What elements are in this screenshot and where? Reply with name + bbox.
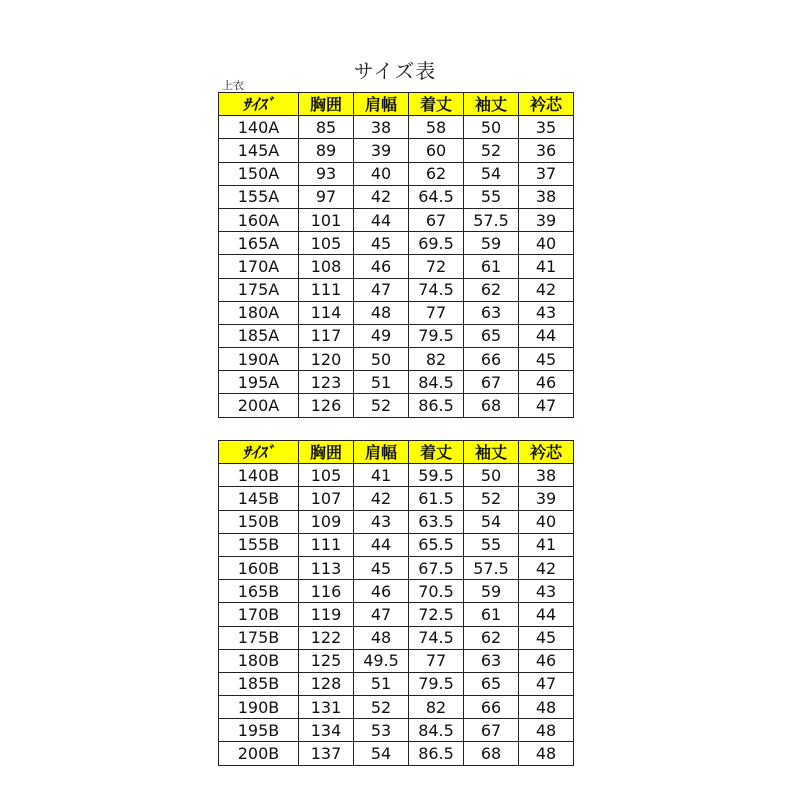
cell-size: 195B (219, 719, 299, 742)
cell-shoulder: 52 (354, 696, 409, 719)
cell-sleeve: 59 (464, 232, 519, 255)
cell-size: 190A (219, 348, 299, 371)
header-length: 着丈 (409, 441, 464, 464)
cell-length: 69.5 (409, 232, 464, 255)
cell-collar: 42 (519, 556, 574, 579)
cell-length: 86.5 (409, 394, 464, 417)
cell-length: 70.5 (409, 580, 464, 603)
cell-collar: 38 (519, 464, 574, 487)
cell-shoulder: 49.5 (354, 649, 409, 672)
cell-length: 67.5 (409, 556, 464, 579)
cell-shoulder: 46 (354, 255, 409, 278)
table-row (219, 162, 574, 185)
cell-sleeve: 50 (464, 116, 519, 139)
cell-shoulder: 52 (354, 394, 409, 417)
cell-collar: 45 (519, 626, 574, 649)
table-row (219, 556, 574, 579)
cell-size: 155B (219, 533, 299, 556)
cell-collar: 47 (519, 394, 574, 417)
cell-shoulder: 48 (354, 301, 409, 324)
header-sleeve: 袖丈 (464, 93, 519, 116)
cell-sleeve: 68 (464, 394, 519, 417)
cell-length: 82 (409, 696, 464, 719)
cell-size: 195A (219, 371, 299, 394)
cell-shoulder: 38 (354, 116, 409, 139)
header-shoulder: 肩幅 (354, 441, 409, 464)
cell-sleeve: 65 (464, 672, 519, 695)
cell-length: 77 (409, 301, 464, 324)
cell-length: 77 (409, 649, 464, 672)
cell-size: 150A (219, 162, 299, 185)
cell-shoulder: 48 (354, 626, 409, 649)
cell-shoulder: 54 (354, 742, 409, 765)
cell-collar: 46 (519, 649, 574, 672)
table-row (219, 232, 574, 255)
cell-size: 145A (219, 139, 299, 162)
table-row (219, 742, 574, 765)
cell-chest: 105 (299, 464, 354, 487)
table-row (219, 580, 574, 603)
cell-sleeve: 55 (464, 185, 519, 208)
cell-sleeve: 67 (464, 371, 519, 394)
cell-size: 160A (219, 208, 299, 231)
cell-size: 185B (219, 672, 299, 695)
cell-collar: 40 (519, 510, 574, 533)
cell-chest: 93 (299, 162, 354, 185)
table-body (219, 464, 574, 765)
cell-length: 60 (409, 139, 464, 162)
cell-size: 170A (219, 255, 299, 278)
cell-collar: 43 (519, 301, 574, 324)
cell-shoulder: 50 (354, 348, 409, 371)
cell-sleeve: 57.5 (464, 208, 519, 231)
cell-length: 63.5 (409, 510, 464, 533)
cell-length: 86.5 (409, 742, 464, 765)
cell-length: 74.5 (409, 626, 464, 649)
cell-size: 180B (219, 649, 299, 672)
cell-chest: 137 (299, 742, 354, 765)
table-row (219, 487, 574, 510)
cell-sleeve: 50 (464, 464, 519, 487)
cell-size: 160B (219, 556, 299, 579)
cell-sleeve: 52 (464, 487, 519, 510)
cell-collar: 40 (519, 232, 574, 255)
table-row (219, 185, 574, 208)
cell-length: 72.5 (409, 603, 464, 626)
cell-chest: 119 (299, 603, 354, 626)
cell-shoulder: 43 (354, 510, 409, 533)
cell-collar: 44 (519, 324, 574, 347)
cell-size: 165B (219, 580, 299, 603)
cell-size: 175A (219, 278, 299, 301)
cell-chest: 126 (299, 394, 354, 417)
header-collar: 衿芯 (519, 441, 574, 464)
cell-shoulder: 39 (354, 139, 409, 162)
cell-chest: 128 (299, 672, 354, 695)
cell-chest: 105 (299, 232, 354, 255)
cell-sleeve: 63 (464, 301, 519, 324)
cell-chest: 107 (299, 487, 354, 510)
table-row (219, 301, 574, 324)
cell-chest: 122 (299, 626, 354, 649)
cell-chest: 117 (299, 324, 354, 347)
cell-collar: 38 (519, 185, 574, 208)
cell-size: 165A (219, 232, 299, 255)
table-row (219, 533, 574, 556)
cell-collar: 48 (519, 719, 574, 742)
table-row (219, 324, 574, 347)
header-sleeve: 袖丈 (464, 441, 519, 464)
cell-chest: 85 (299, 116, 354, 139)
table-row (219, 672, 574, 695)
table-row (219, 603, 574, 626)
cell-shoulder: 45 (354, 556, 409, 579)
size-table-b (218, 440, 574, 766)
cell-shoulder: 42 (354, 185, 409, 208)
cell-collar: 41 (519, 255, 574, 278)
cell-shoulder: 51 (354, 672, 409, 695)
cell-length: 72 (409, 255, 464, 278)
cell-sleeve: 59 (464, 580, 519, 603)
cell-collar: 44 (519, 603, 574, 626)
cell-shoulder: 44 (354, 208, 409, 231)
cell-size: 155A (219, 185, 299, 208)
table-header-row (219, 93, 574, 116)
table-row (219, 394, 574, 417)
cell-shoulder: 47 (354, 278, 409, 301)
cell-length: 64.5 (409, 185, 464, 208)
header-size: ｻｲｽﾞ (219, 441, 299, 464)
size-table-a (218, 92, 574, 418)
table-row (219, 278, 574, 301)
cell-size: 170B (219, 603, 299, 626)
cell-collar: 48 (519, 696, 574, 719)
cell-collar: 45 (519, 348, 574, 371)
cell-collar: 35 (519, 116, 574, 139)
header-size: ｻｲｽﾞ (219, 93, 299, 116)
cell-sleeve: 54 (464, 510, 519, 533)
cell-sleeve: 66 (464, 696, 519, 719)
cell-sleeve: 65 (464, 324, 519, 347)
cell-collar: 37 (519, 162, 574, 185)
table-row (219, 626, 574, 649)
cell-shoulder: 45 (354, 232, 409, 255)
cell-size: 190B (219, 696, 299, 719)
cell-size: 145B (219, 487, 299, 510)
cell-collar: 46 (519, 371, 574, 394)
cell-size: 175B (219, 626, 299, 649)
table-row (219, 139, 574, 162)
cell-length: 74.5 (409, 278, 464, 301)
cell-collar: 36 (519, 139, 574, 162)
section-label: 上衣 (222, 79, 244, 92)
cell-length: 84.5 (409, 371, 464, 394)
cell-collar: 48 (519, 742, 574, 765)
cell-collar: 42 (519, 278, 574, 301)
cell-length: 65.5 (409, 533, 464, 556)
cell-collar: 39 (519, 487, 574, 510)
cell-sleeve: 62 (464, 626, 519, 649)
cell-shoulder: 40 (354, 162, 409, 185)
table-row (219, 348, 574, 371)
table-body (219, 116, 574, 417)
cell-length: 79.5 (409, 324, 464, 347)
cell-chest: 131 (299, 696, 354, 719)
header-shoulder: 肩幅 (354, 93, 409, 116)
cell-chest: 97 (299, 185, 354, 208)
cell-collar: 47 (519, 672, 574, 695)
cell-size: 140B (219, 464, 299, 487)
table-row (219, 696, 574, 719)
cell-shoulder: 42 (354, 487, 409, 510)
cell-length: 61.5 (409, 487, 464, 510)
cell-length: 84.5 (409, 719, 464, 742)
cell-chest: 114 (299, 301, 354, 324)
table-row (219, 464, 574, 487)
cell-collar: 41 (519, 533, 574, 556)
table-header-row (219, 441, 574, 464)
cell-shoulder: 53 (354, 719, 409, 742)
cell-size: 150B (219, 510, 299, 533)
cell-length: 79.5 (409, 672, 464, 695)
cell-shoulder: 41 (354, 464, 409, 487)
header-chest: 胸囲 (299, 93, 354, 116)
cell-sleeve: 66 (464, 348, 519, 371)
header-chest: 胸囲 (299, 441, 354, 464)
header-length: 着丈 (409, 93, 464, 116)
table-row (219, 649, 574, 672)
cell-shoulder: 46 (354, 580, 409, 603)
cell-chest: 125 (299, 649, 354, 672)
cell-shoulder: 49 (354, 324, 409, 347)
cell-length: 58 (409, 116, 464, 139)
table-row (219, 371, 574, 394)
header-collar: 衿芯 (519, 93, 574, 116)
cell-size: 140A (219, 116, 299, 139)
cell-chest: 108 (299, 255, 354, 278)
page-title: サイズ表 (353, 59, 437, 83)
cell-chest: 116 (299, 580, 354, 603)
cell-chest: 101 (299, 208, 354, 231)
table-row (219, 208, 574, 231)
cell-sleeve: 52 (464, 139, 519, 162)
cell-size: 180A (219, 301, 299, 324)
cell-size: 200B (219, 742, 299, 765)
cell-sleeve: 68 (464, 742, 519, 765)
cell-chest: 120 (299, 348, 354, 371)
cell-sleeve: 55 (464, 533, 519, 556)
cell-collar: 43 (519, 580, 574, 603)
cell-chest: 111 (299, 533, 354, 556)
cell-sleeve: 61 (464, 603, 519, 626)
cell-sleeve: 61 (464, 255, 519, 278)
table-row (219, 255, 574, 278)
cell-chest: 89 (299, 139, 354, 162)
cell-shoulder: 44 (354, 533, 409, 556)
cell-chest: 109 (299, 510, 354, 533)
table-row (219, 510, 574, 533)
cell-length: 67 (409, 208, 464, 231)
cell-shoulder: 51 (354, 371, 409, 394)
cell-size: 185A (219, 324, 299, 347)
cell-size: 200A (219, 394, 299, 417)
cell-shoulder: 47 (354, 603, 409, 626)
cell-sleeve: 63 (464, 649, 519, 672)
cell-sleeve: 62 (464, 278, 519, 301)
cell-collar: 39 (519, 208, 574, 231)
cell-sleeve: 57.5 (464, 556, 519, 579)
table-row (219, 719, 574, 742)
cell-sleeve: 54 (464, 162, 519, 185)
cell-chest: 111 (299, 278, 354, 301)
cell-sleeve: 67 (464, 719, 519, 742)
cell-length: 62 (409, 162, 464, 185)
cell-chest: 123 (299, 371, 354, 394)
cell-chest: 134 (299, 719, 354, 742)
table-row (219, 116, 574, 139)
cell-length: 59.5 (409, 464, 464, 487)
cell-length: 82 (409, 348, 464, 371)
cell-chest: 113 (299, 556, 354, 579)
